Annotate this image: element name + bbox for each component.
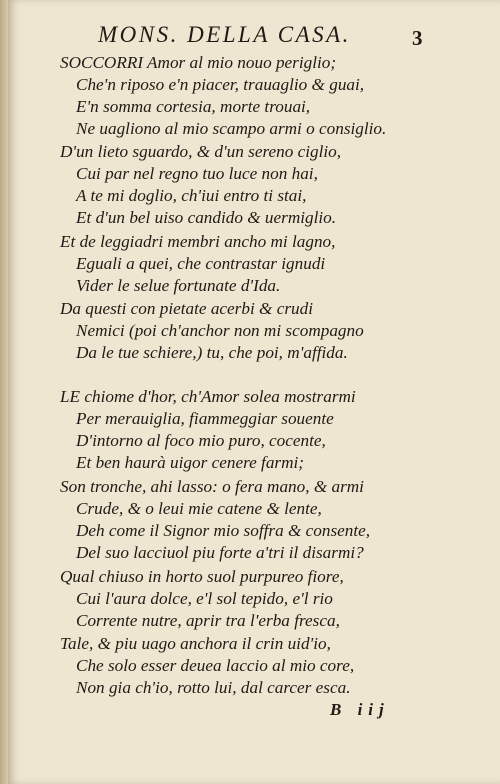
sonnet1-line-1: SOCCORRI Amor al mio nouo periglio;	[60, 53, 337, 72]
sonnet2-line-11: Corrente nutre, aprir tra l'erba fresca,	[76, 611, 340, 630]
sonnet2-line-6: Crude, & o leui mie catene & lente,	[76, 499, 322, 518]
sonnet1-line-7: A te mi doglio, ch'iui entro ti stai,	[76, 186, 307, 205]
sonnet1-line-6: Cui par nel regno tuo luce non hai,	[76, 164, 318, 183]
sonnet2-line-2: Per merauiglia, fiammeggiar souente	[76, 409, 334, 428]
sonnet1-line-14: Da le tue schiere,) tu, che poi, m'affida.	[76, 343, 348, 362]
sonnet2-line-13: Che solo esser deuea laccio al mio core,	[76, 656, 355, 675]
sonnet1-line-13: Nemici (poi ch'anchor non mi scompagno	[76, 321, 364, 340]
sonnet1-line-2: Che'n riposo e'n piacer, trauaglio & guai,	[76, 75, 365, 94]
sonnet1-line-11: Vider le selue fortunate d'Ida.	[76, 276, 281, 295]
sonnet2-line-5: Son tronche, ahi lasso: o fera mano, & armi	[60, 477, 364, 496]
sonnet1-line-9: Et de leggiadri membri ancho mi lagno,	[60, 232, 336, 251]
sonnet2-line-3: D'intorno al foco mio puro, cocente,	[76, 431, 326, 450]
sonnet2-line-10: Cui l'aura dolce, e'l sol tepido, e'l rio	[76, 589, 333, 608]
sonnet1-line-4: Ne uagliono al mio scampo armi o consiglio.	[76, 119, 387, 138]
signature-mark: B iij	[330, 700, 390, 719]
running-title: MONS. DELLA CASA.	[98, 22, 351, 47]
sonnet1-line-3: E'n somma cortesia, morte trouai,	[76, 97, 311, 116]
sonnet2-line-12: Tale, & piu uago anchora il crin uid'io,	[60, 634, 331, 653]
sonnet2-line-14: Non gia ch'io, rotto lui, dal carcer esca.	[76, 678, 351, 697]
sonnet1-line-5: D'un lieto sguardo, & d'un sereno ciglio,	[60, 142, 342, 161]
sonnet2-line-1: LE chiome d'hor, ch'Amor solea mostrarmi	[60, 387, 356, 406]
sonnet2-line-9: Qual chiuso in horto suol purpureo fiore,	[60, 567, 344, 586]
sonnet2-line-7: Deh come il Signor mio soffra & consente,	[76, 521, 371, 540]
page-number: 3	[412, 26, 423, 50]
sonnet1-line-8: Et d'un bel uiso candido & uermiglio.	[76, 208, 337, 227]
binding-gutter	[0, 0, 8, 784]
sonnet2-line-4: Et ben haurà uigor cenere farmi;	[76, 453, 305, 472]
sonnet1-line-10: Eguali a quei, che contrastar ignudi	[76, 254, 326, 273]
book-page	[8, 0, 500, 784]
sonnet1-line-12: Da questi con pietate acerbi & crudi	[60, 299, 313, 318]
sonnet2-line-8: Del suo lacciuol piu forte a'tri il disarmi?	[76, 543, 364, 562]
